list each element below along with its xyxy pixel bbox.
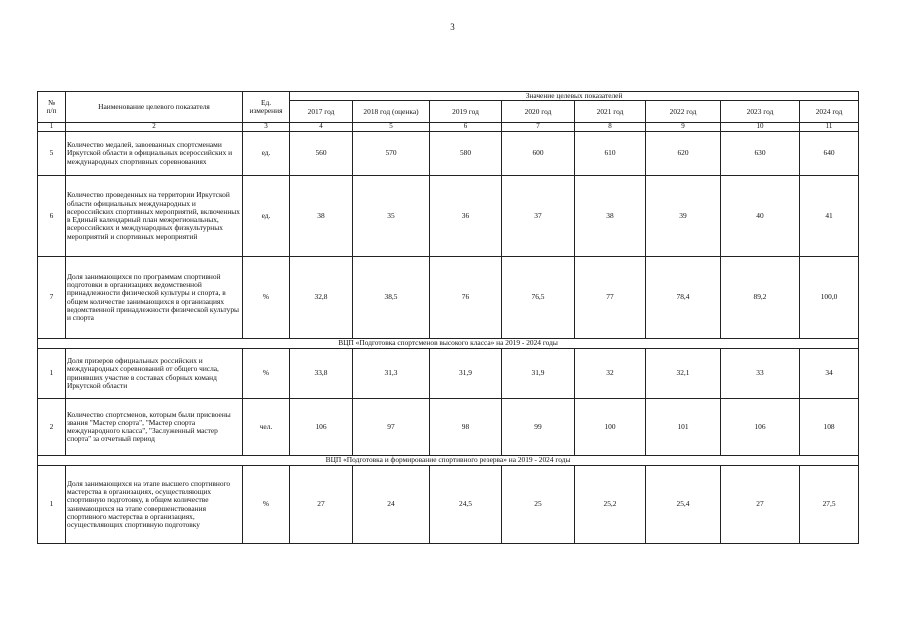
header-year: 2020 год: [502, 101, 575, 123]
value-cell: 106: [290, 399, 353, 456]
value-cell: 600: [502, 132, 575, 176]
value-cell: 77: [575, 257, 646, 339]
value-cell: 101: [646, 399, 721, 456]
value-cell: 39: [646, 176, 721, 257]
value-cell: 41: [800, 176, 859, 257]
header-values-group: Значение целевых показателей: [290, 92, 859, 101]
value-cell: 570: [353, 132, 430, 176]
value-cell: 610: [575, 132, 646, 176]
header-number: № п/п: [38, 92, 66, 123]
row-number: 1: [38, 466, 66, 544]
value-cell: 25,2: [575, 466, 646, 544]
indicator-name: Доля занимающихся по программам спортивной подготовки в организациях ведомственной принадлежности физической культуры и спорта, в общем количестве занимающихся в организациях ведомственной принадлежности физической культуры и спорта: [66, 257, 243, 339]
value-cell: 35: [353, 176, 430, 257]
header-year: 2021 год: [575, 101, 646, 123]
unit-cell: ед.: [243, 132, 290, 176]
indicator-name: Доля призеров официальных российских и международных соревнований от общего числа, принявших участие в составах сборных команд Иркутской области: [66, 349, 243, 399]
value-cell: 32: [575, 349, 646, 399]
value-cell: 40: [721, 176, 800, 257]
page-number: 3: [450, 22, 455, 32]
header-indicator-name: Наименование целевого показателя: [66, 92, 243, 123]
value-cell: 36: [430, 176, 502, 257]
header-year: 2023 год: [721, 101, 800, 123]
value-cell: 27: [721, 466, 800, 544]
section-title: ВЦП «Подготовка спортсменов высокого класса» на 2019 - 2024 годы: [38, 339, 859, 349]
value-cell: 33,8: [290, 349, 353, 399]
value-cell: 31,9: [502, 349, 575, 399]
row-number: 5: [38, 132, 66, 176]
column-index: 5: [353, 123, 430, 132]
value-cell: 24: [353, 466, 430, 544]
header-unit: Ед. измерения: [243, 92, 290, 123]
column-index: 4: [290, 123, 353, 132]
value-cell: 32,8: [290, 257, 353, 339]
value-cell: 98: [430, 399, 502, 456]
table-row: [38, 257, 859, 339]
column-index-row: [38, 123, 859, 132]
value-cell: 32,1: [646, 349, 721, 399]
header-row: [38, 92, 859, 101]
table-row: [38, 466, 859, 544]
section-title-row: [38, 339, 859, 349]
indicator-name: Количество медалей, завоеванных спортсменами Иркутской области в официальных всероссийских и международных спортивных соревнованиях: [66, 132, 243, 176]
value-cell: 99: [502, 399, 575, 456]
table-row: [38, 399, 859, 456]
row-number: 6: [38, 176, 66, 257]
value-cell: 27: [290, 466, 353, 544]
table-row: [38, 132, 859, 176]
indicator-name: Количество спортсменов, которым были присвоены звания "Мастер спорта", "Мастер спорта международного класса", "Заслуженный мастер спорта" за отчетный период: [66, 399, 243, 456]
value-cell: 100: [575, 399, 646, 456]
header-year: 2024 год: [800, 101, 859, 123]
unit-cell: %: [243, 349, 290, 399]
column-index: 10: [721, 123, 800, 132]
value-cell: 108: [800, 399, 859, 456]
value-cell: 31,9: [430, 349, 502, 399]
header-year: 2022 год: [646, 101, 721, 123]
column-index: 8: [575, 123, 646, 132]
value-cell: 106: [721, 399, 800, 456]
value-cell: 25: [502, 466, 575, 544]
target-indicators-table: [37, 91, 859, 544]
section-title-row: [38, 456, 859, 466]
value-cell: 38: [290, 176, 353, 257]
header-year: 2019 год: [430, 101, 502, 123]
value-cell: 97: [353, 399, 430, 456]
column-index: 11: [800, 123, 859, 132]
column-index: 6: [430, 123, 502, 132]
unit-cell: чел.: [243, 399, 290, 456]
section-title: ВЦП «Подготовка и формирование спортивного резерва» на 2019 - 2024 годы: [38, 456, 859, 466]
value-cell: 33: [721, 349, 800, 399]
value-cell: 27,5: [800, 466, 859, 544]
unit-cell: %: [243, 466, 290, 544]
value-cell: 100,0: [800, 257, 859, 339]
row-number: 1: [38, 349, 66, 399]
column-index: 2: [66, 123, 243, 132]
table-row: [38, 176, 859, 257]
indicator-name: Количество проведенных на территории Иркутской области официальных международных и всероссийских спортивных мероприятий, включенных в Единый календарный план межрегиональных, всероссийских и международных физкультурных мероприятий и спортивных мероприятий: [66, 176, 243, 257]
value-cell: 76,5: [502, 257, 575, 339]
value-cell: 31,3: [353, 349, 430, 399]
value-cell: 34: [800, 349, 859, 399]
value-cell: 560: [290, 132, 353, 176]
value-cell: 630: [721, 132, 800, 176]
value-cell: 640: [800, 132, 859, 176]
row-number: 2: [38, 399, 66, 456]
column-index: 7: [502, 123, 575, 132]
value-cell: 76: [430, 257, 502, 339]
header-year: 2017 год: [290, 101, 353, 123]
table-row: [38, 349, 859, 399]
row-number: 7: [38, 257, 66, 339]
header-year: 2018 год (оценка): [353, 101, 430, 123]
indicator-name: Доля занимающихся на этапе высшего спортивного мастерства в организациях, осуществляющих спортивную подготовку, в общем количестве занимающихся на этапе совершенствования спортивного мастерства в организациях, осуществляющих спортивную подготовку: [66, 466, 243, 544]
column-index: 9: [646, 123, 721, 132]
value-cell: 24,5: [430, 466, 502, 544]
column-index: 3: [243, 123, 290, 132]
value-cell: 38: [575, 176, 646, 257]
unit-cell: %: [243, 257, 290, 339]
value-cell: 620: [646, 132, 721, 176]
value-cell: 38,5: [353, 257, 430, 339]
value-cell: 37: [502, 176, 575, 257]
value-cell: 89,2: [721, 257, 800, 339]
column-index: 1: [38, 123, 66, 132]
unit-cell: ед.: [243, 176, 290, 257]
value-cell: 580: [430, 132, 502, 176]
value-cell: 25,4: [646, 466, 721, 544]
value-cell: 78,4: [646, 257, 721, 339]
